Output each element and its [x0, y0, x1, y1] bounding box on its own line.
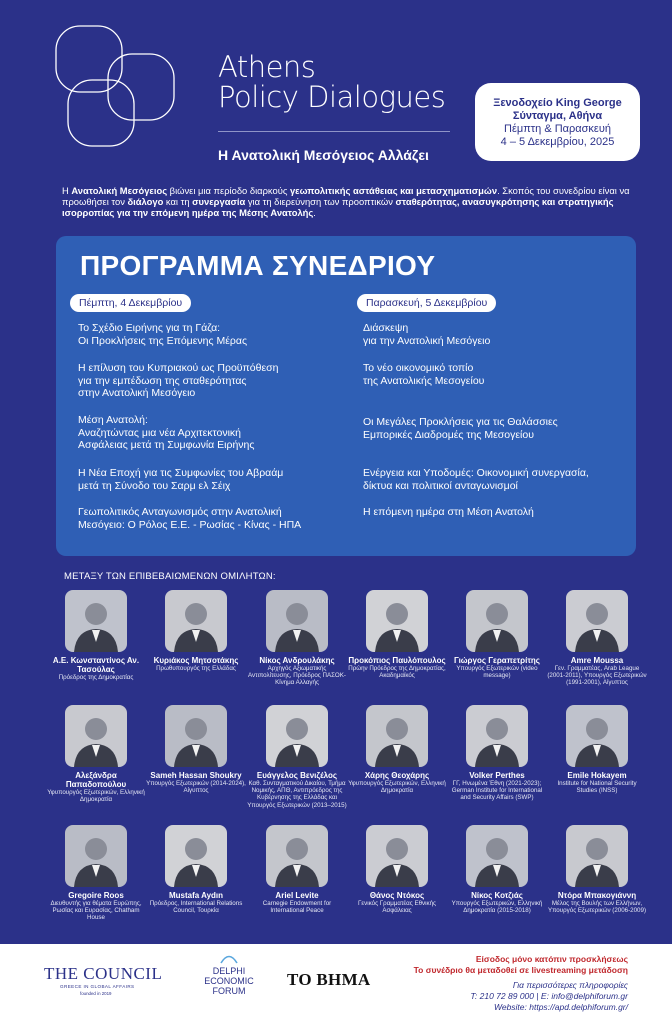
session-line: Οι Προκλήσεις της Επόμενης Μέρας [78, 334, 248, 347]
intro-bold: σταθερότητας, ανασυγκρότησης και στρατηγικής ισορροπίας για την επόμενη ημέρα της Μέσης Ανατολής [62, 196, 614, 218]
brand-subtitle: Η Ανατολική Μεσόγειος Αλλάζει [218, 147, 429, 163]
day2-session [363, 416, 558, 441]
speaker-name: Ariel Levite [275, 891, 319, 900]
person-silhouette-icon [165, 590, 227, 652]
speaker-name: Αλεξάνδρα Παπαδοπούλου [65, 771, 127, 789]
intro-bold: γεωπολιτικής αστάθειας και μετασχηματισμών [289, 185, 498, 196]
intro-bold: συνεργασία [192, 196, 246, 207]
day2-session [363, 506, 534, 519]
speaker-photo [65, 590, 127, 652]
speaker-name: Ντόρα Μπακογιάννη [557, 891, 637, 900]
speaker-photo [65, 825, 127, 887]
delphi-line3: FORUM [212, 986, 246, 996]
speaker-name: Νίκος Ανδρουλάκης [259, 656, 335, 665]
venue-hotel: Ξενοδοχείο King George [493, 97, 622, 109]
session-line: Αναζητώντας μια νέα Αρχιτεκτονική [78, 426, 242, 439]
session-line: για την εμπέδωση της σταθερότητας [78, 374, 247, 387]
speaker-photo [566, 590, 628, 652]
session-line: Το Σχέδιο Ειρήνης για τη Γάζα: [78, 322, 221, 334]
speaker-name: Νίκος Κοτζιάς [471, 891, 523, 900]
speaker-name: Χάρης Θεοχάρης [364, 771, 430, 780]
day2-pill: Παρασκευή, 5 Δεκεμβρίου [357, 294, 496, 312]
person-silhouette-icon [466, 705, 528, 767]
session-line: Μέση Ανατολή: [78, 414, 148, 426]
person-silhouette-icon [165, 705, 227, 767]
speaker-card [247, 590, 347, 687]
speaker-name: Emile Hokayem [567, 771, 627, 780]
council-tagline: GREECE IN GLOBAL AFFAIRS [60, 984, 135, 989]
intro-bold: Ανατολική Μεσόγειος [71, 185, 168, 196]
speaker-role: Μέλος της Βουλής των Ελλήνων, Υπουργός Εξωτερικών (2006-2009) [548, 900, 646, 915]
day1-session [78, 322, 247, 347]
day1-session [78, 467, 283, 492]
person-silhouette-icon [65, 590, 127, 652]
contact-website[interactable]: Website: https://apd.delphiforum.gr/ [493, 1002, 628, 1012]
speaker-role: Καθ. Συνταγματικού Δικαίου, Τμήμα Νομικής, ΑΠΘ, Αντιπρόεδρος της Κυβέρνησης της Ελλάδας και Υπουργός Εξωτερικών (2013–2015) [247, 780, 347, 809]
speaker-name: Volker Perthes [469, 771, 525, 780]
speaker-card [146, 825, 246, 914]
session-line: Γεωπολιτικός Ανταγωνισμός στην Ανατολική [78, 506, 282, 518]
person-silhouette-icon [165, 825, 227, 887]
person-silhouette-icon [466, 825, 528, 887]
session-line: Η επόμενη ημέρα στη Μέση Ανατολή [363, 506, 534, 518]
venue-location: Σύνταγμα, Αθήνα [512, 110, 603, 122]
session-line: Ενέργεια και Υποδομές: Οικονομική συνεργασία, [363, 467, 589, 479]
speaker-card [547, 825, 647, 914]
person-silhouette-icon [366, 825, 428, 887]
speaker-card [347, 590, 447, 679]
speaker-role: Γενικός Γραμματέας Εθνικής Ασφάλειας [357, 900, 437, 915]
speaker-role: Υπουργός Εξωτερικών (video message) [456, 665, 538, 680]
session-line: δίκτυα και πολιτικοί ανταγωνισμοί [363, 479, 518, 492]
speaker-role: Υπουργός Εξωτερικών (2014-2024), Αίγυπτος [146, 780, 246, 795]
day2-session [363, 467, 589, 492]
brand-title-line2: Policy Dialogues [218, 80, 446, 114]
speaker-role: Πρόεδρος, International Relations Council, Τουρκία [149, 900, 243, 915]
session-line: Εμπορικές Διαδρομές της Μεσογείου [363, 428, 534, 441]
speaker-role: Διευθυντής για θέματα Ευρώπης, Ρωσίας και Ευρασίας, Chatham House [50, 900, 142, 922]
speaker-name: Mustafa Aydın [168, 891, 224, 900]
venue-days: Πέμπτη & Παρασκευή [504, 123, 611, 135]
intro-bold: διάλογο [127, 196, 164, 207]
session-line: Ασφάλειας μετά τη Συμφωνία Ειρήνης [78, 439, 255, 451]
speaker-photo [65, 705, 127, 767]
speaker-card [146, 705, 246, 794]
speaker-photo [266, 705, 328, 767]
speaker-name: Θάνος Ντόκος [369, 891, 425, 900]
person-silhouette-icon [266, 705, 328, 767]
speaker-card [347, 705, 447, 794]
speaker-card [146, 590, 246, 672]
day1-session [78, 414, 254, 452]
session-line: μετά τη Σύνοδο του Σαρμ ελ Σέιχ [78, 479, 231, 492]
speaker-role: Πρωθυπουργός της Ελλάδας [156, 665, 236, 672]
person-silhouette-icon [566, 590, 628, 652]
session-line: Διάσκεψη [363, 322, 409, 334]
speaker-name: Προκόπιος Παυλόπουλος [348, 656, 446, 665]
person-silhouette-icon [566, 705, 628, 767]
intro-paragraph [62, 185, 634, 218]
speaker-photo [566, 825, 628, 887]
speaker-role: Carnegie Endowment for International Peace [262, 900, 332, 915]
athens-policy-dialogues-logo [52, 24, 184, 152]
delphi-arc-icon [219, 952, 239, 964]
person-silhouette-icon [266, 590, 328, 652]
speaker-photo [466, 825, 528, 887]
person-silhouette-icon [65, 825, 127, 887]
day1-pill: Πέμπτη, 4 Δεκεμβρίου [70, 294, 191, 312]
day2-session [363, 322, 490, 347]
venue-dates: 4 – 5 Δεκεμβρίου, 2025 [500, 136, 615, 148]
intro-text: για τη διερεύνηση των προοπτικών [245, 196, 396, 207]
intro-text: και τη [163, 196, 193, 207]
venue-box [475, 83, 640, 161]
speaker-name: Γιώργος Γεραπετρίτης [454, 656, 540, 665]
speaker-name: Α.Ε. Κωνσταντίνος Αν. Τασούλας [52, 656, 140, 674]
brand-title-line1: Athens [218, 50, 316, 84]
speaker-card [46, 825, 146, 922]
speaker-photo [165, 590, 227, 652]
intro-text: Η [62, 185, 72, 196]
delphi-logo [202, 952, 256, 996]
intro-text: βιώνει μια περίοδο διαρκούς [167, 185, 290, 196]
speaker-card [347, 825, 447, 914]
livestream-note: Το συνέδριο θα μεταδοθεί σε livestreaming μετάδοση [413, 965, 628, 975]
speaker-card [247, 825, 347, 914]
session-line: για την Ανατολική Μεσόγειο [363, 334, 491, 347]
session-line: Η επίλυση του Κυπριακού ως Προϋπόθεση [78, 362, 279, 374]
speaker-role: Γεν. Γραμματέας, Arab League (2001-2011), Υπουργός Εξωτερικών (1991-2001), Αίγυπτος [547, 665, 647, 687]
brand-divider [218, 131, 450, 132]
session-line: Το νέο οικονομικό τοπίο [363, 362, 474, 374]
speaker-photo [366, 590, 428, 652]
speaker-name: Sameh Hassan Shoukry [150, 771, 242, 780]
speaker-role: Υπουργός Εξωτερικών, Ελληνική Δημοκρατία (2015-2018) [451, 900, 543, 915]
day1-session [78, 506, 301, 531]
person-silhouette-icon [65, 705, 127, 767]
speaker-name: Amre Moussa [570, 656, 624, 665]
speaker-photo [266, 590, 328, 652]
session-line: στην Ανατολική Μεσόγειο [78, 387, 196, 399]
session-line: Η Νέα Εποχή για τις Συμφωνίες του Αβραάμ [78, 467, 284, 479]
day1-session [78, 362, 278, 400]
speaker-card [447, 705, 547, 802]
program-title: ΠΡΟΓΡΑΜΜΑ ΣΥΝΕΔΡΙΟΥ [80, 250, 436, 281]
speaker-name: Ευάγγελος Βενιζέλος [256, 771, 338, 780]
speaker-photo [266, 825, 328, 887]
session-line: Οι Μεγάλες Προκλήσεις για τις Θαλάσσιες [363, 416, 558, 428]
person-silhouette-icon [266, 825, 328, 887]
speaker-photo [366, 705, 428, 767]
speaker-card [46, 590, 146, 681]
invitation-only: Είσοδος μόνο κατόπιν προσκλήσεως [475, 954, 628, 964]
intro-text: . Σκοπός του συνεδρίου είναι να προωθήσει τον [62, 185, 630, 207]
speaker-role: Υφυπουργός Εξωτερικών, Ελληνική Δημοκρατία [348, 780, 446, 795]
brand-title [218, 52, 445, 112]
speaker-card [547, 590, 647, 687]
speaker-card [547, 705, 647, 794]
session-line: Μεσόγειο: Ο Ρόλος Ε.Ε. - Ρωσίας - Κίνας - ΗΠΑ [78, 518, 302, 531]
speaker-photo [566, 705, 628, 767]
session-line: της Ανατολικής Μεσογείου [363, 374, 485, 387]
to-vima-logo: ΤΟ ΒΗΜΑ [287, 970, 371, 989]
speaker-role: Institute for National Security Studies (INSS) [557, 780, 637, 795]
person-silhouette-icon [566, 825, 628, 887]
speaker-card [247, 705, 347, 809]
speaker-role: Πρώην Πρόεδρος της Δημοκρατίας, Ακαδημαϊκός [348, 665, 446, 680]
speakers-label: ΜΕΤΑΞΥ ΤΩΝ ΕΠΙΒΕΒΑΙΩΜΕΝΩΝ ΟΜΙΛΗΤΩΝ: [64, 571, 276, 582]
contact-phone-email: T: 210 72 89 000 | E: info@delphiforum.gr [470, 991, 628, 1001]
person-silhouette-icon [466, 590, 528, 652]
council-founded: founded in 2019 [80, 991, 112, 996]
speaker-role: Πρόεδρος της Δημοκρατίας [58, 674, 134, 681]
person-silhouette-icon [366, 705, 428, 767]
speaker-card [447, 590, 547, 679]
speaker-photo [366, 825, 428, 887]
speaker-card [46, 705, 146, 803]
delphi-line2: ECONOMIC [204, 976, 254, 986]
speaker-role: ΓΓ, Ηνωμένα Έθνη (2021-2023); German Institute for International and Security Affairs (SWP) [451, 780, 543, 802]
contact-info [414, 954, 628, 1013]
intro-text: . [313, 207, 316, 218]
speaker-role: Υφυπουργός Εξωτερικών, Ελληνική Δημοκρατία [47, 789, 145, 804]
speaker-photo [165, 825, 227, 887]
more-info: Για περισσότερες πληροφορίες [512, 980, 628, 990]
footer [0, 944, 672, 1024]
person-silhouette-icon [366, 590, 428, 652]
speaker-name: Gregoire Roos [68, 891, 124, 900]
speaker-photo [165, 705, 227, 767]
speaker-role: Αρχηγός Αξιωματικής Αντιπολίτευσης, Πρόεδρος ΠΑΣΟΚ-Κίνημα Αλλαγής [248, 665, 346, 687]
speaker-photo [466, 590, 528, 652]
council-logo: THE COUNCIL [44, 964, 163, 983]
speaker-name: Κυριάκος Μητσοτάκης [153, 656, 239, 665]
speaker-photo [466, 705, 528, 767]
delphi-line1: DELPHI [212, 966, 246, 976]
day2-session [363, 362, 484, 387]
speaker-card [447, 825, 547, 914]
